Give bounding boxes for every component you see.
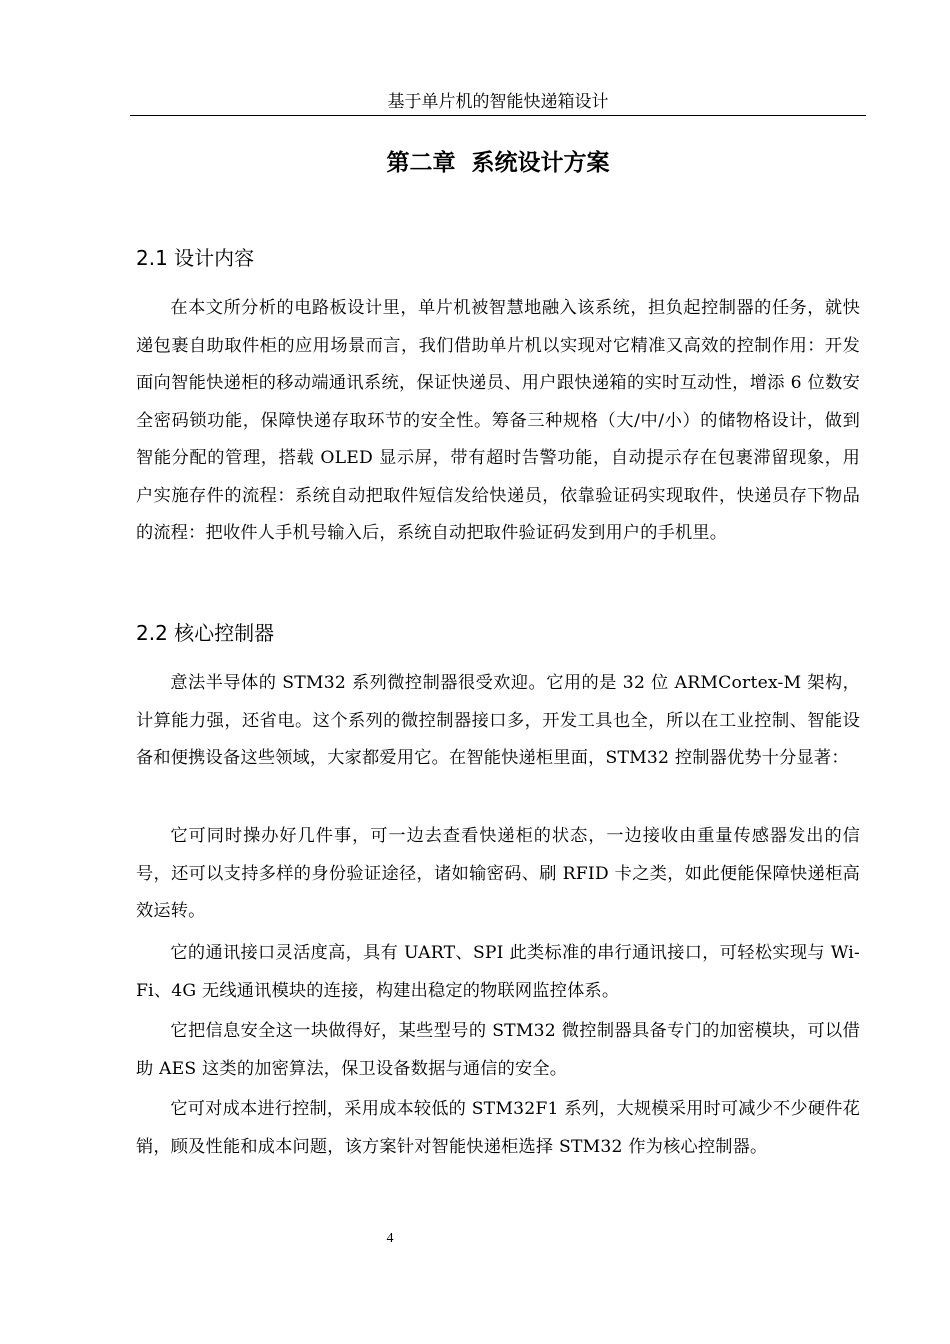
section-heading-2-1: 2.1 设计内容 (136, 246, 255, 270)
paragraph-security: 它把信息安全这一块做得好，某些型号的 STM32 微控制器具备专门的加密模块，可以借助 AES 这类的加密算法，保卫设备数据与通信的安全。 (136, 1021, 860, 1079)
section-heading-2-2: 2.2 核心控制器 (136, 621, 275, 645)
paragraph-design-content: 在本文所分析的电路板设计里，单片机被智慧地融入该系统，担负起控制器的任务，就快递包裹自助取件柜的应用场景而言，我们借助单片机以实现对它精准又高效的控制作用：开发面向智能快递柜的移动端通讯系统，保证快递员、用户跟快递箱的实时互动性，增添 6 位数安全密码锁功能，保障快递存取环节的安全性。筹备三种规格（大/中/小）的储物格设计，做到智能分配的管理，搭载 OLED 显示屏，带有超时告警功能，自动提示存在包裹滞留现象，用户实施存件的流程：系统自动把取件短信发给快递员，依靠验证码实现取件，快递员存下物品的流程：把收件人手机号输入后，系统自动把取件验证码发到用户的手机里。 (136, 298, 860, 543)
paragraph-cost: 它可对成本进行控制，采用成本较低的 STM32F1 系列，大规模采用时可减少不少硬件花销，顾及性能和成本问题，该方案针对智能快递柜选择 STM32 作为核心控制器。 (136, 1099, 860, 1157)
page-number: 4 (386, 1231, 394, 1246)
chapter-title: 第二章 系统设计方案 (386, 150, 610, 176)
paragraph-stm32-intro: 意法半导体的 STM32 系列微控制器很受欢迎。它用的是 32 位 ARMCortex-M 架构，计算能力强，还省电。这个系列的微控制器接口多，开发工具也全，所以在工业控制、智能设备和便携设备这些领域，大家都爱用它。在智能快递柜里面，STM32 控制器优势十分显著： (136, 673, 860, 768)
paragraph-multitasking: 它可同时操办好几件事，可一边去查看快递柜的状态，一边接收由重量传感器发出的信号，还可以支持多样的身份验证途径，诸如输密码、刷 RFID 卡之类，如此便能保障快递柜高效运转。 (136, 826, 860, 921)
paragraph-interfaces: 它的通讯接口灵活度高，具有 UART、SPI 此类标准的串行通讯接口，可轻松实现与 Wi-Fi、4G 无线通讯模块的连接，构建出稳定的物联网监控体系。 (136, 943, 860, 1001)
running-header: 基于单片机的智能快递箱设计 (387, 92, 609, 112)
header-rule (130, 115, 866, 116)
